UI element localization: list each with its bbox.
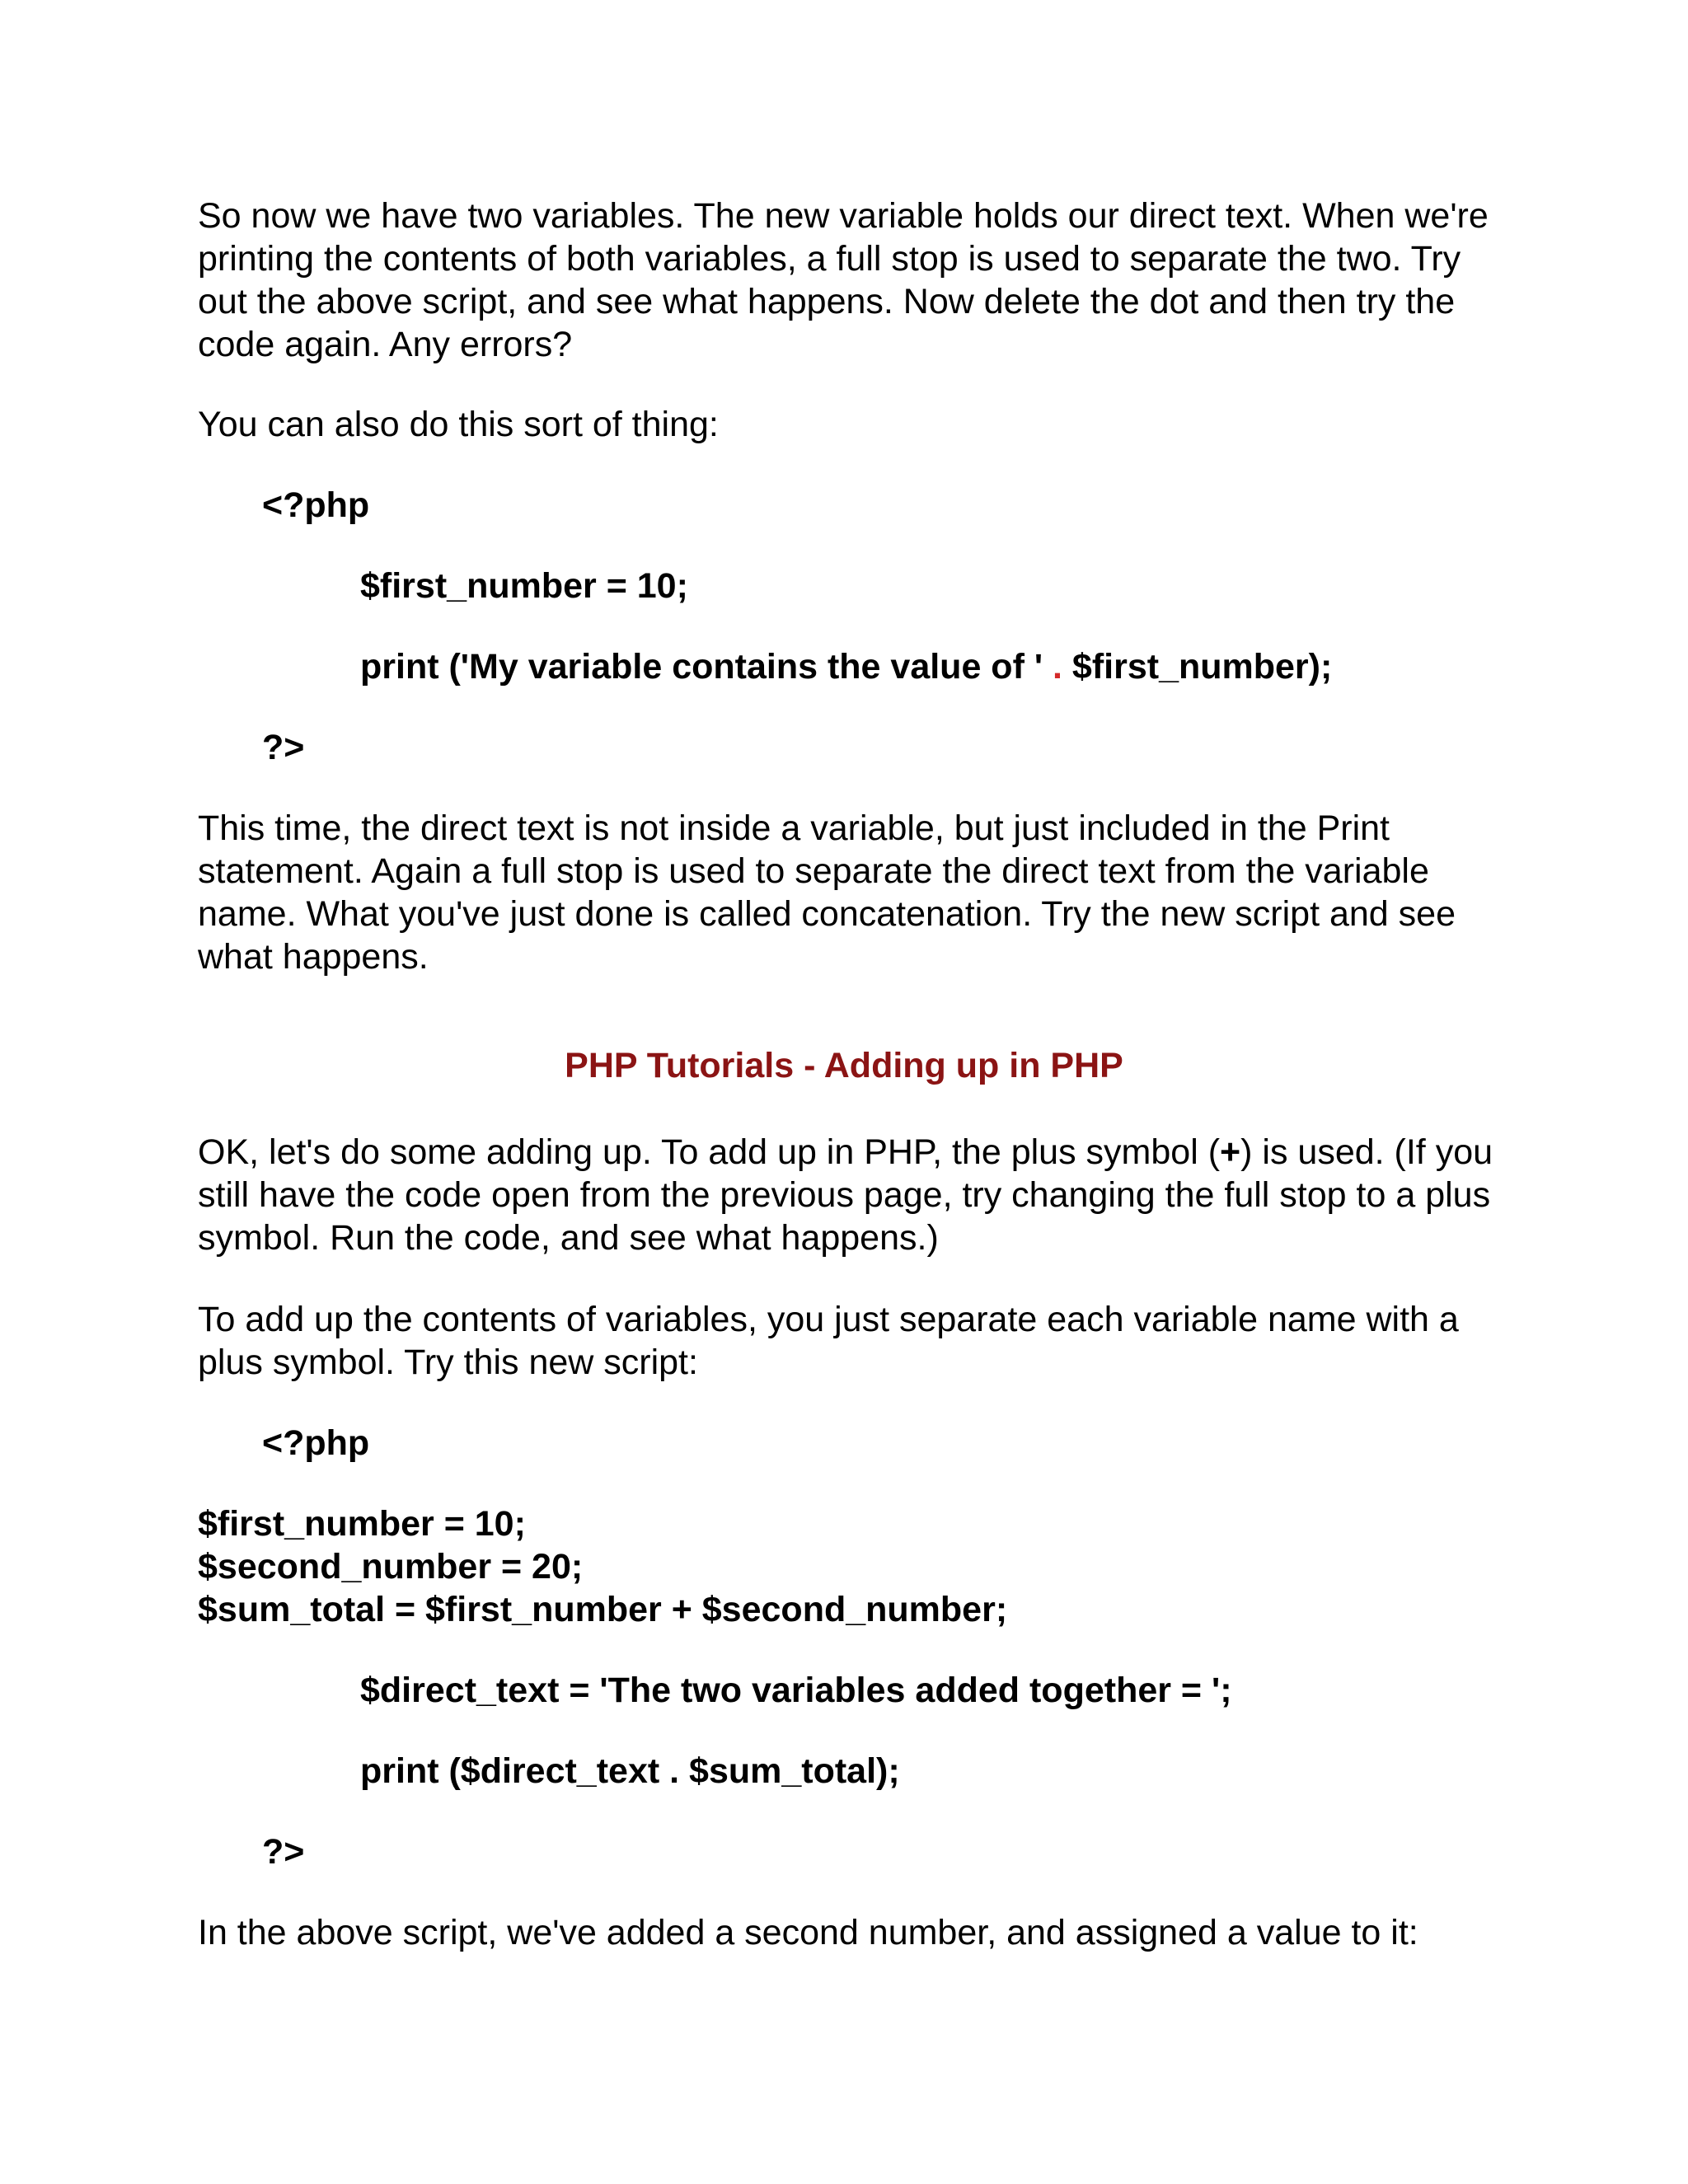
plus-symbol: + <box>1220 1132 1241 1172</box>
paragraph-adding-up <box>198 1131 1517 1259</box>
code-direct-text-line: $direct_text = 'The two variables added together = '; <box>360 1671 1232 1710</box>
code-open-tag: <?php <box>262 1423 370 1463</box>
paragraph-add-contents: To add up the contents of variables, you just separate each variable name with a plus symbol. Try this new script: <box>198 1300 1459 1382</box>
code-print-text: print ('My variable contains the value of ' <box>360 647 1053 687</box>
paragraph-two-variables: So now we have two variables. The new variable holds our direct text. When we're printing the contents of both variables, a full stop is used to separate the two. Try out the above script, and see what happens. Now delete the dot and then try the code again. Any errors? <box>198 196 1489 364</box>
code-open-tag: <?php <box>262 485 370 525</box>
code-print-line: print ($direct_text . $sum_total); <box>360 1751 900 1791</box>
paragraph-this-time: This time, the direct text is not inside a variable, but just included in the Print statement. Again a full stop is used to separate the direct text from the variable name. What you've just done is called concatenation. Try the new script and see what happens. <box>198 808 1456 977</box>
paragraph-also-do-this: You can also do this sort of thing: <box>198 405 719 444</box>
code-print-line <box>360 645 1332 688</box>
code-first-number-line: $first_number = 10; <box>360 566 688 606</box>
code-sum-total-line: $sum_total = $first_number + $second_number; <box>198 1590 1008 1629</box>
code-second-number-line: $second_number = 20; <box>198 1547 584 1586</box>
code-first-number-line: $first_number = 10; <box>198 1504 526 1544</box>
concatenation-dot: . <box>1053 647 1062 687</box>
section-heading: PHP Tutorials - Adding up in PHP <box>565 1046 1123 1085</box>
code-print-variable: $first_number); <box>1062 647 1333 687</box>
code-close-tag: ?> <box>262 728 305 767</box>
code-close-tag: ?> <box>262 1832 305 1872</box>
paragraph-second-number: In the above script, we've added a second number, and assigned a value to it: <box>198 1913 1418 1952</box>
paragraph-adding-up-end: ) is used. (If you still have the code open from the previous page, try changing the full stop to a plus symbol. Run the code, and see what happens.) <box>198 1132 1493 1258</box>
paragraph-adding-up-start: OK, let's do some adding up. To add up in PHP, the plus symbol ( <box>198 1132 1221 1172</box>
